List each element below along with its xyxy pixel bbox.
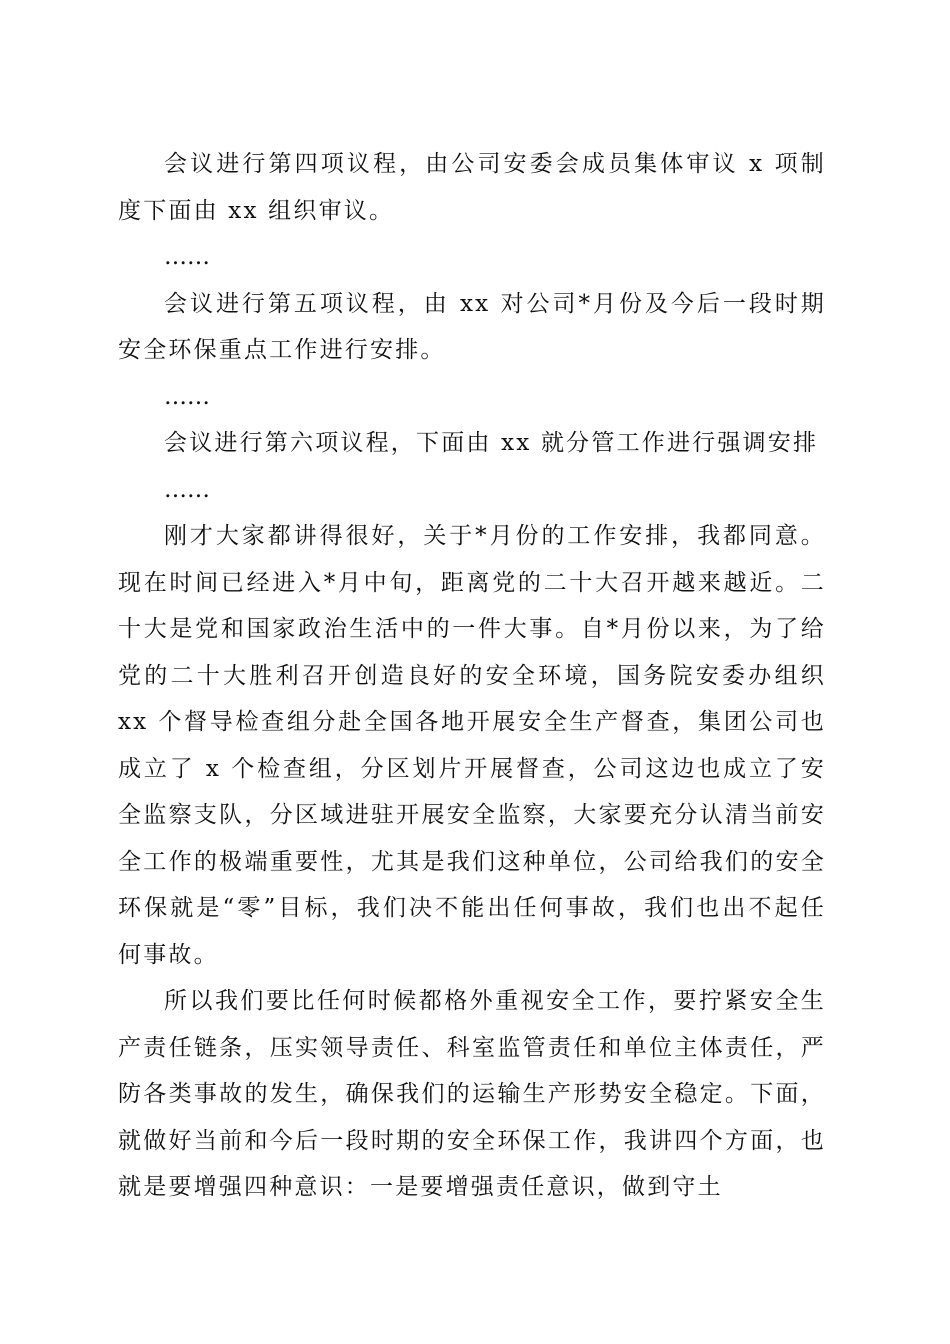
document-body: [118, 141, 826, 1211]
ellipsis-2: ……: [164, 383, 210, 410]
ellipsis-3: ……: [164, 476, 210, 503]
paragraph-requirements: 所以我们要比任何时候都格外重视安全工作，要拧紧安全生产责任链条，压实领导责任、科室监管责任和单位主体责任，严防各类事故的发生，确保我们的运输生产形势安全稳定。下面，就做好当前和今后一段时期的安全环保工作，我讲四个方面，也就是要增强四种意识：一是要增强责任意识，做到守土: [118, 988, 826, 1200]
paragraph-agenda-5: 会议进行第五项议程，由 xx 对公司*月份及今后一段时期安全环保重点工作进行安排。: [118, 290, 826, 363]
ellipsis-1: ……: [164, 244, 210, 270]
paragraph-summary: 刚才大家都讲得很好，关于*月份的工作安排，我都同意。现在时间已经进入*月中旬，距离党的二十大召开越来越近。二十大是党和国家政治生活中的一件大事。自*月份以来，为了给党的二十大胜利召开创造良好的安全环境，国务院安委办组织 xx 个督导检查组分赴全国各地开展安全生产督查，集团公司也成立了 x 个检查组，分区划片开展督查，公司这边也成立了安全监察支队，分区域进驻开展安全监察，大家要充分认清当前安全工作的极端重要性，尤其是我们这种单位，公司给我们的安全环保就是“零”目标，我们决不能出任何事故，我们也出不起任何事故。: [118, 523, 826, 968]
paragraph-agenda-4: 会议进行第四项议程，由公司安委会成员集体审议 x 项制度下面由 xx 组织审议。: [118, 151, 826, 224]
paragraph-agenda-6: 会议进行第六项议程，下面由 xx 就分管工作进行强调安排: [164, 430, 819, 456]
